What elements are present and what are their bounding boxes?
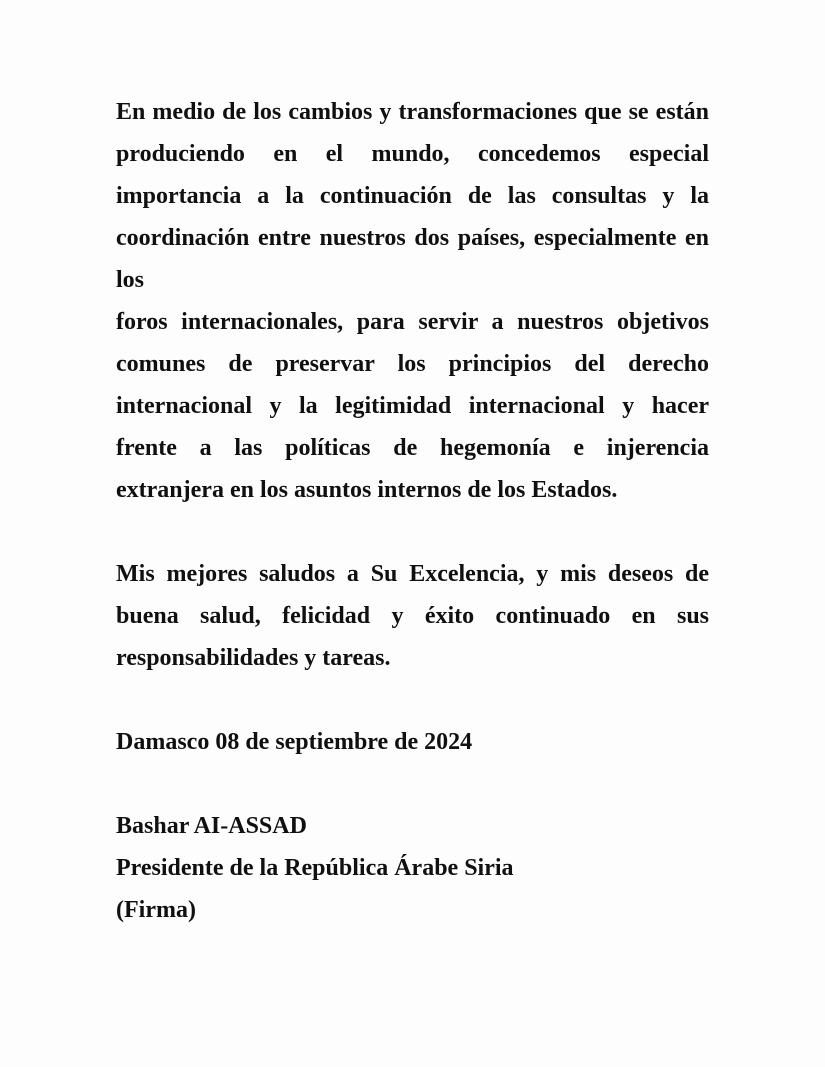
text-line: internacional y la legitimidad internacional y hacer	[116, 393, 709, 419]
signature-name: Bashar AI-ASSAD	[116, 813, 307, 839]
text-line: foros internacionales, para servir a nuestros objetivos	[116, 309, 709, 335]
text-line: importancia a la continuación de las consultas y la	[116, 183, 709, 209]
signature-firma-note: (Firma)	[116, 897, 196, 923]
text-line: responsabilidades y tareas.	[116, 645, 391, 671]
signature-title: Presidente de la República Árabe Siria	[116, 855, 514, 881]
letter-paragraph-1	[116, 91, 709, 511]
text-line: En medio de los cambios y transformaciones que se están	[116, 99, 709, 125]
date-line	[116, 721, 709, 763]
text-line: comunes de preservar los principios del derecho	[116, 351, 709, 377]
text-line: produciendo en el mundo, concedemos especial	[116, 141, 709, 167]
text-line: Mis mejores saludos a Su Excelencia, y mis deseos de	[116, 561, 709, 587]
signature-block	[116, 805, 709, 931]
text-line: extranjera en los asuntos internos de los Estados.	[116, 477, 618, 503]
text-line: coordinación entre nuestros dos países, especialmente en los	[116, 225, 709, 293]
date-text: Damasco 08 de septiembre de 2024	[116, 729, 473, 755]
text-line: buena salud, felicidad y éxito continuado en sus	[116, 603, 709, 629]
text-line: frente a las políticas de hegemonía e injerencia	[116, 435, 709, 461]
letter-paragraph-2	[116, 553, 709, 679]
